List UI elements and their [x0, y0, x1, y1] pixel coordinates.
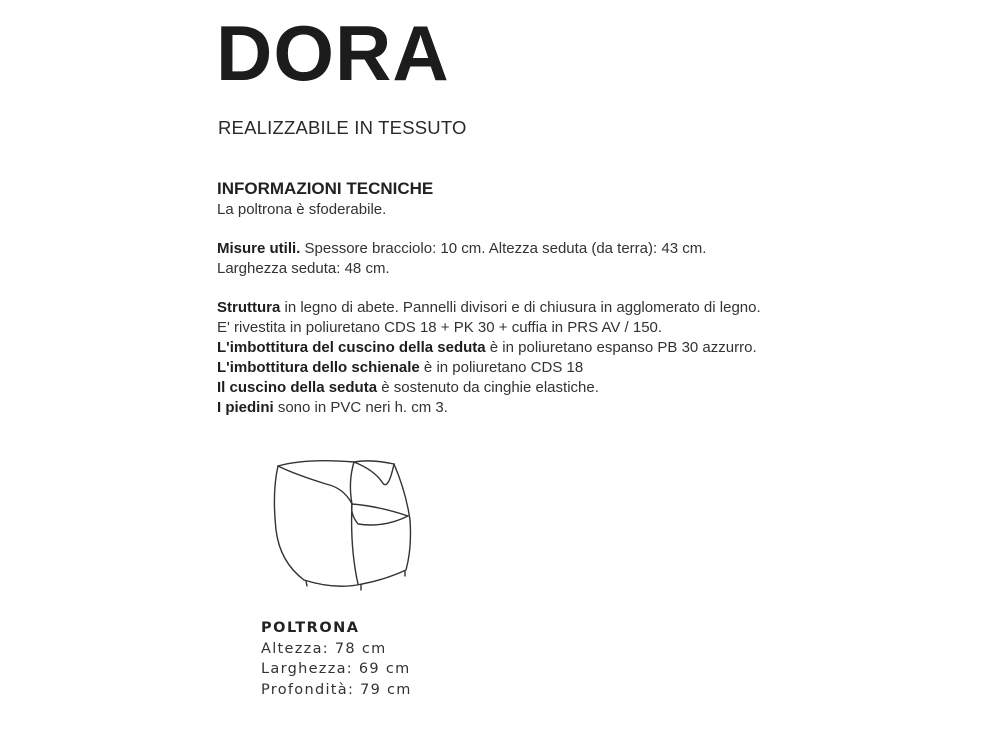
dimension-depth: Profondità: 79 cm	[261, 681, 412, 698]
seat-padding-label: L'imbottitura del cuscino della seduta	[217, 339, 486, 356]
structure-line-1: in legno di abete. Pannelli divisori e di chiusura in agglomerato di legno.	[280, 299, 761, 316]
feet-text: sono in PVC neri h. cm 3.	[273, 399, 448, 416]
back-padding-text: è in poliuretano CDS 18	[419, 359, 584, 376]
product-subtitle: REALIZZABILE IN TESSUTO	[218, 117, 467, 138]
feet-label: I piedini	[217, 399, 274, 416]
measures-paragraph	[217, 239, 877, 259]
structure-line-2: E' rivestita in poliuretano CDS 18 + PK 30 + cuffia in PRS AV / 150.	[217, 319, 663, 336]
seat-padding-text: è in poliuretano espanso PB 30 azzurro.	[485, 339, 757, 356]
technical-info-section	[217, 178, 877, 418]
dimension-width: Larghezza: 69 cm	[261, 661, 411, 677]
seat-cushion-label: Il cuscino della seduta	[217, 379, 378, 396]
structure-paragraph	[217, 298, 877, 318]
dimensions-block	[261, 618, 412, 700]
measures-line-1: Spessore bracciolo: 10 cm. Altezza seduta (da terra): 43 cm.	[300, 240, 707, 257]
dimension-height: Altezza: 78 cm	[261, 640, 387, 657]
removable-cover-note: La poltrona è sfoderabile.	[217, 201, 387, 218]
back-padding-label: L'imbottitura dello schienale	[217, 359, 420, 376]
seat-cushion-text: è sostenuto da cinghie elastiche.	[377, 379, 599, 396]
technical-info-heading: INFORMAZIONI TECNICHE	[217, 179, 434, 198]
seat-padding-line	[217, 338, 877, 358]
measures-line-2: Larghezza seduta: 48 cm.	[217, 260, 390, 277]
feet-line	[217, 398, 877, 418]
back-padding-line	[217, 358, 877, 378]
dimensions-title: POLTRONA	[261, 620, 360, 636]
seat-cushion-line	[217, 378, 877, 398]
armchair-sketch-icon	[266, 452, 426, 597]
structure-label: Struttura	[217, 299, 281, 316]
measures-label: Misure utili.	[217, 240, 301, 257]
product-name: DORA	[216, 9, 450, 97]
